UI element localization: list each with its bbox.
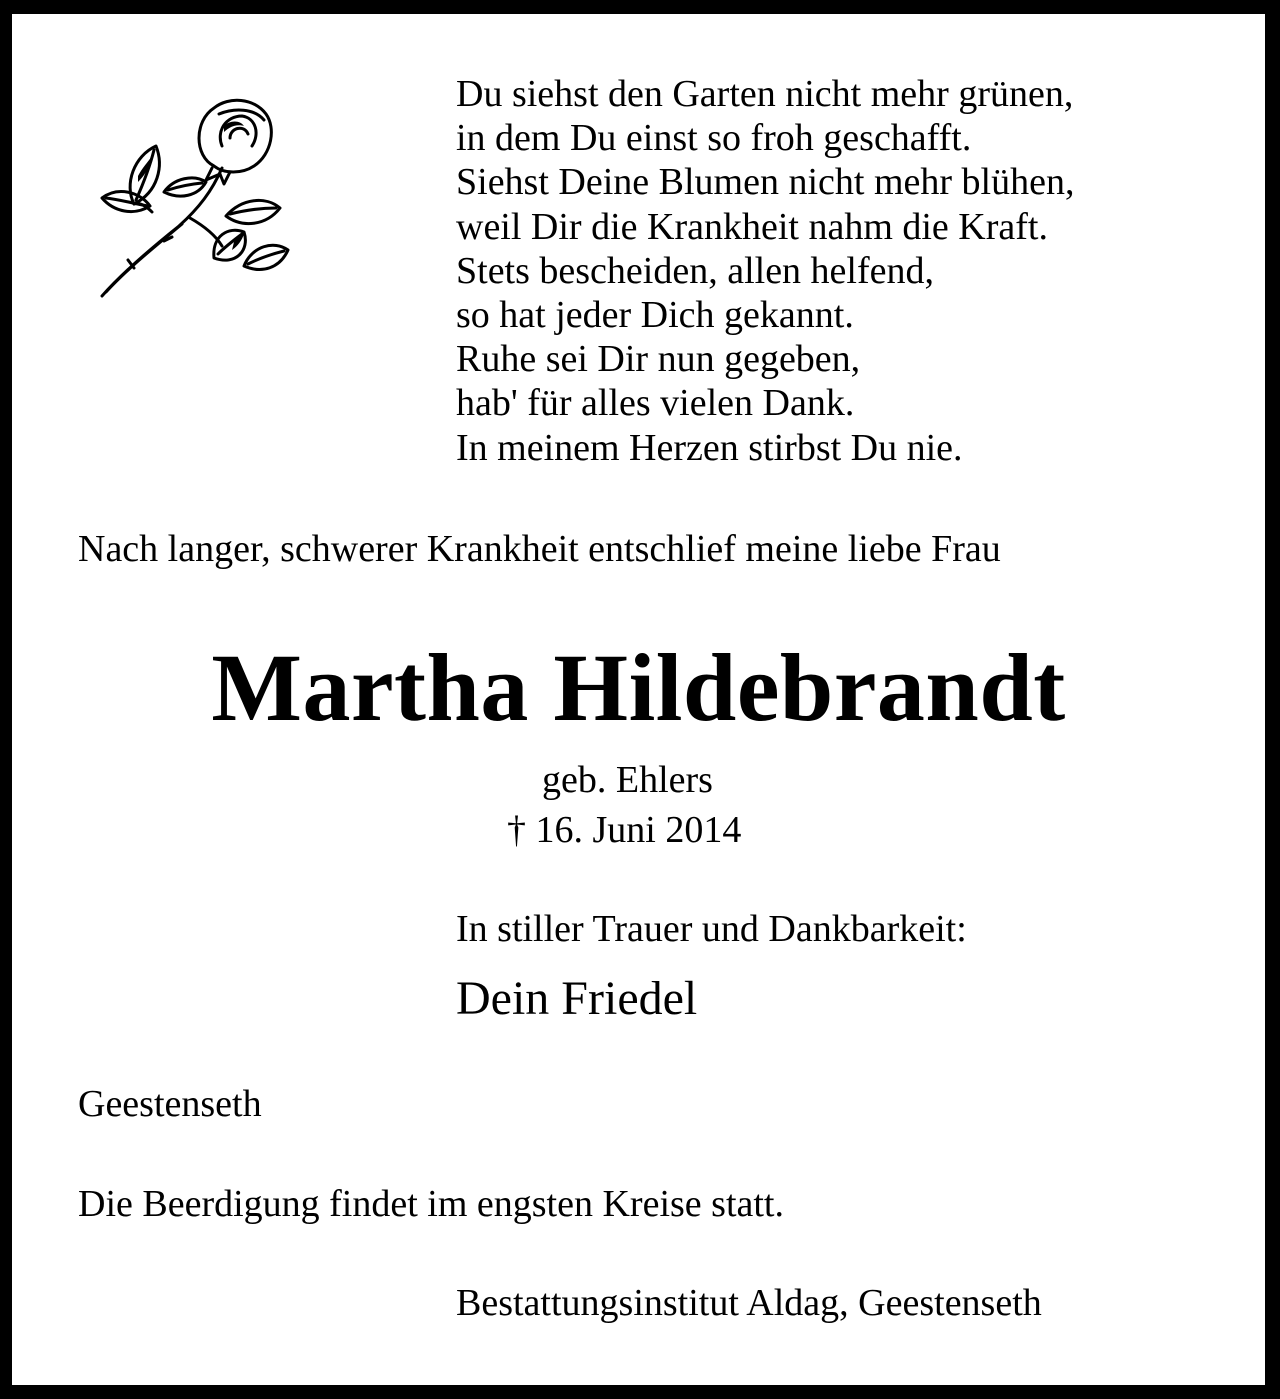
obituary-notice [12,14,1265,1385]
poem-line: In meinem Herzen stirbst Du nie. [456,426,963,469]
funeral-note: Die Beerdigung findet im engsten Kreise statt. [78,1183,784,1225]
poem-line: so hat jeder Dich gekannt. [456,294,854,337]
poem-line: weil Dir die Krankheit nahm die Kraft. [456,205,1048,248]
poem-line: Du siehst den Garten nicht mehr grünen, [456,73,1074,115]
death-date: † 16. Juni 2014 [507,809,742,851]
poem-line: Siehst Deine Blumen nicht mehr blühen, [456,161,1075,204]
signer-name: Dein Friedel [456,972,698,1025]
poem-line: in dem Du einst so froh geschafft. [456,117,972,160]
place-name: Geestenseth [78,1083,262,1125]
poem-line: Stets bescheiden, allen helfend, [456,249,935,292]
intro-text: Nach langer, schwerer Krankheit entschlief meine liebe Frau [78,528,1001,570]
deceased-name: Martha Hildebrandt [211,634,1066,741]
undertaker-name: Bestattungsinstitut Aldag, Geestenseth [456,1282,1042,1324]
mourning-line: In stiller Trauer und Dankbarkeit: [456,908,967,950]
maiden-name: geb. Ehlers [542,759,713,801]
rose-icon [94,86,292,306]
poem [456,72,1236,470]
poem-line: hab' für alles vielen Dank. [456,382,855,425]
poem-line: Ruhe sei Dir nun gegeben, [456,338,861,381]
